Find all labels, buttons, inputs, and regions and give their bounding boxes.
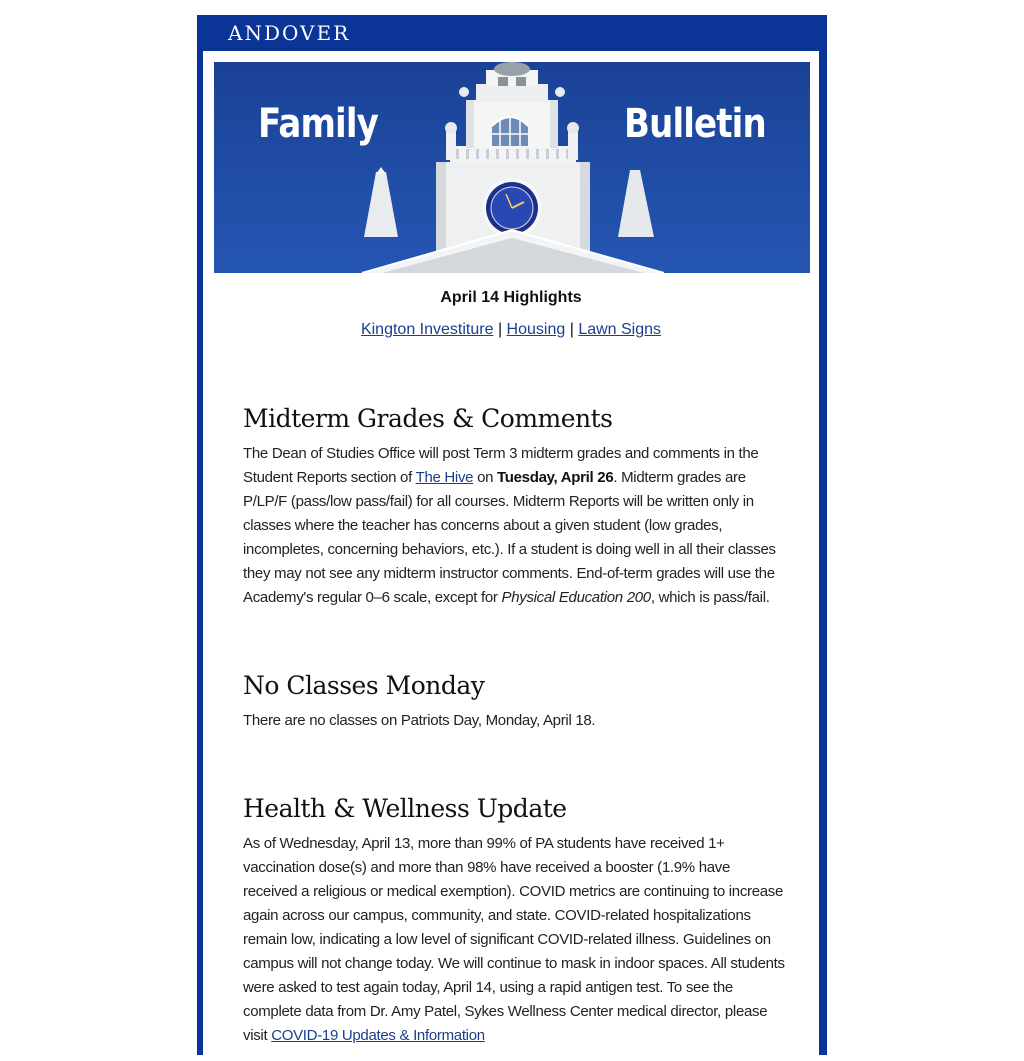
section-title: Health & Wellness Update: [243, 794, 567, 823]
link-kington-investiture[interactable]: Kington Investiture: [360, 321, 494, 338]
highlights-title: April 14 Highlights: [440, 289, 582, 306]
section-title: Midterm Grades & Comments: [243, 404, 613, 433]
hero-title-family: Family: [258, 101, 378, 147]
section-no-classes: [243, 671, 788, 733]
section-body: There are no classes on Patriots Day, Monday, April 18.: [243, 712, 596, 729]
newsletter-frame: [197, 15, 827, 1055]
hero-title-bulletin: Bulletin: [624, 101, 766, 147]
newsletter-body: [203, 51, 819, 1061]
date-emphasis: Tuesday, April 26: [497, 469, 614, 486]
quick-links: [203, 321, 819, 339]
link-separator: |: [569, 321, 574, 338]
section-body: As of Wednesday, April 13, more than 99% of PA students have received 1+ vaccination dose(s) and more than 98% have received a booster (1.9% have received a religious or medical exemption). COVID metrics are continuing to increase again across our campus, community, and state. COVID-related hospitalizations remain low, indicating a low level of significant COVID-related illness. Guidelines on campus will not change today. We will continue to mask in indoor spaces. All students were asked to test again today, April 14, using a rapid antigen test. To see the complete data from Dr. Amy Patel, Sykes Wellness Center medical director, please visit COVID-19 Updates & Information: [243, 835, 785, 1044]
section-title: No Classes Monday: [243, 671, 485, 700]
section-health-wellness: [243, 794, 788, 1048]
covid-updates-link[interactable]: COVID-19 Updates & Information: [271, 1027, 485, 1044]
section-midterm-grades: [243, 404, 788, 610]
course-name: Physical Education 200: [501, 589, 651, 606]
section-body: The Dean of Studies Office will post Term 3 midterm grades and comments in the Student Reports section of The Hive on Tuesday, April 26. Midterm grades are P/LP/F (pass/low pass/fail) for all courses. Midterm Reports will be written only in classes where the teacher has concerns about a given student (low grades, incompletes, concerning behaviors, etc.). If a student is doing well in all their classes they may not see any midterm instructor comments. End-of-term grades will use the Academy's regular 0–6 scale, except for Physical Education 200, which is pass/fail.: [243, 445, 776, 606]
clock-tower-image: [214, 62, 810, 273]
the-hive-link[interactable]: The Hive: [415, 469, 474, 486]
link-lawn-signs[interactable]: Lawn Signs: [578, 321, 662, 338]
link-housing[interactable]: Housing: [506, 321, 566, 338]
andover-logo: ANDOVER: [228, 21, 351, 45]
hero-banner: [214, 62, 810, 273]
link-separator: |: [497, 321, 503, 338]
